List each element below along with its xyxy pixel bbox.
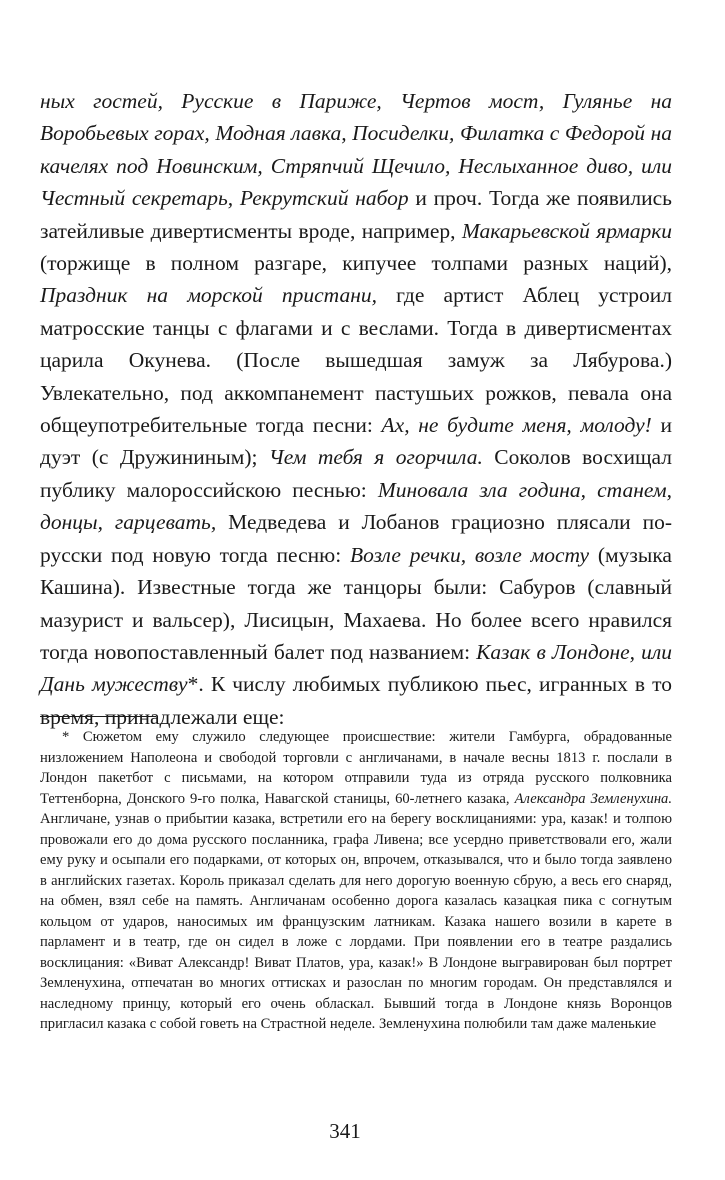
main-segment: и проч. Тогда же появились затейливые дивертисменты вроде, например,	[40, 186, 672, 243]
main-segment-italic: Казак в Лондоне, или Дань мужеству	[40, 639, 672, 697]
footnote-segment: * Сюжетом ему служило следующее происшествие: жители Гамбурга, обрадованные низложением Наполеона и свободой торговли с англичанами, в начале весны 1813 г. послали в Лондон пакетбот с письмами, на котором отправили туда из отряда русского полковника Теттенборна, Донского 9-го полка, Навагской станицы, 60-летнего казака,	[40, 729, 672, 807]
footnote-divider	[40, 716, 156, 717]
main-segment-italic: Ах, не будите меня, молоду!	[381, 413, 652, 438]
book-page	[40, 0, 672, 1180]
footnote-segment: Англичане, узнав о прибытии казака, встретили его на берегу восклицаниями: ура, казак! и толпою провожали его до дома русского посланника, графа Ливена; все усердно приветствовали его, жали ему руку и осыпали его подарками, от которых он, впрочем, отказывался, что и было тогда заявлено в английских газетах. Король приказал сделать для него дорогую военную сбрую, а весь его снаряд, на обмен, взял себе на память. Англичанам особенно дорога казалась казацкая пика с согнутым кольцом от ударов, наносимых им французским латникам. Казака нашего возили в карете в парламент и в театр, где он сидел в ложе с лордами. При появлении его в театре раздались восклицания: «Виват Александр! Виват Платов, ура, казак!» В Лондоне выгравирован был портрет Земленухина, отпечатан во многих оттисках и разослан по многим городам. Он представлялся и наследному принцу, который его очень обласкал. Бывший тогда в Лондоне князь Воронцов пригласил казака с собой говеть на Страстной неделе. Земленухина полюбили там даже маленькие	[40, 811, 672, 1032]
main-segment: где артист Аблец устроил матросские танцы с флагами и с веслами. Тогда в дивертисментах царила Окунева. (После вышедшая замуж за Лябурова.) Увлекательно, под аккомпанемент пастушьих рожков, певала она общеупотребительные тогда песни:	[40, 283, 672, 438]
footnote	[40, 727, 672, 1035]
main-text	[40, 85, 672, 733]
main-segment-italic: ных гостей, Русские в Париже, Чертов мост, Гулянье на Воробьевых горах, Модная лавка, Посиделки, Филатка с Федорой на качелях под Новинским, Стряпчий Щечило, Неслыханное диво, или Честный секретарь, Рекрутский набор	[40, 89, 672, 211]
main-segment: *. К числу любимых публикою пьес, игранных в то время, принадлежали еще:	[40, 672, 672, 729]
main-segment: (торжище в полном разгаре, кипучее толпами разных наций),	[40, 251, 672, 276]
main-segment-italic: Праздник на морской пристани,	[40, 283, 377, 308]
main-segment-italic: Чем тебя я огорчила.	[268, 445, 483, 470]
main-segment-italic: Макарьевской ярмарки	[461, 218, 672, 243]
main-segment-italic: Миновала зла година, станем, донцы, гарцевать,	[40, 477, 672, 535]
main-segment: Медведева и Лобанов грациозно плясали по-русски под новую тогда песню:	[40, 510, 672, 567]
main-segment-italic: Возле речки, возле мосту	[350, 542, 590, 567]
main-segment: Соколов восхищал публику малороссийскою песнью:	[40, 445, 672, 502]
page-number: 341	[329, 1119, 361, 1143]
footnote-segment-italic: Александра Земленухина.	[514, 790, 672, 807]
main-segment: (музыка Кашина). Известные тогда же танцоры были: Сабуров (славный мазурист и вальсер), Лисицын, Махаева. Но более всего нравился тогда новопоставленный балет под названием:	[40, 542, 672, 664]
main-segment: и дуэт (с Дружининым);	[40, 413, 672, 470]
